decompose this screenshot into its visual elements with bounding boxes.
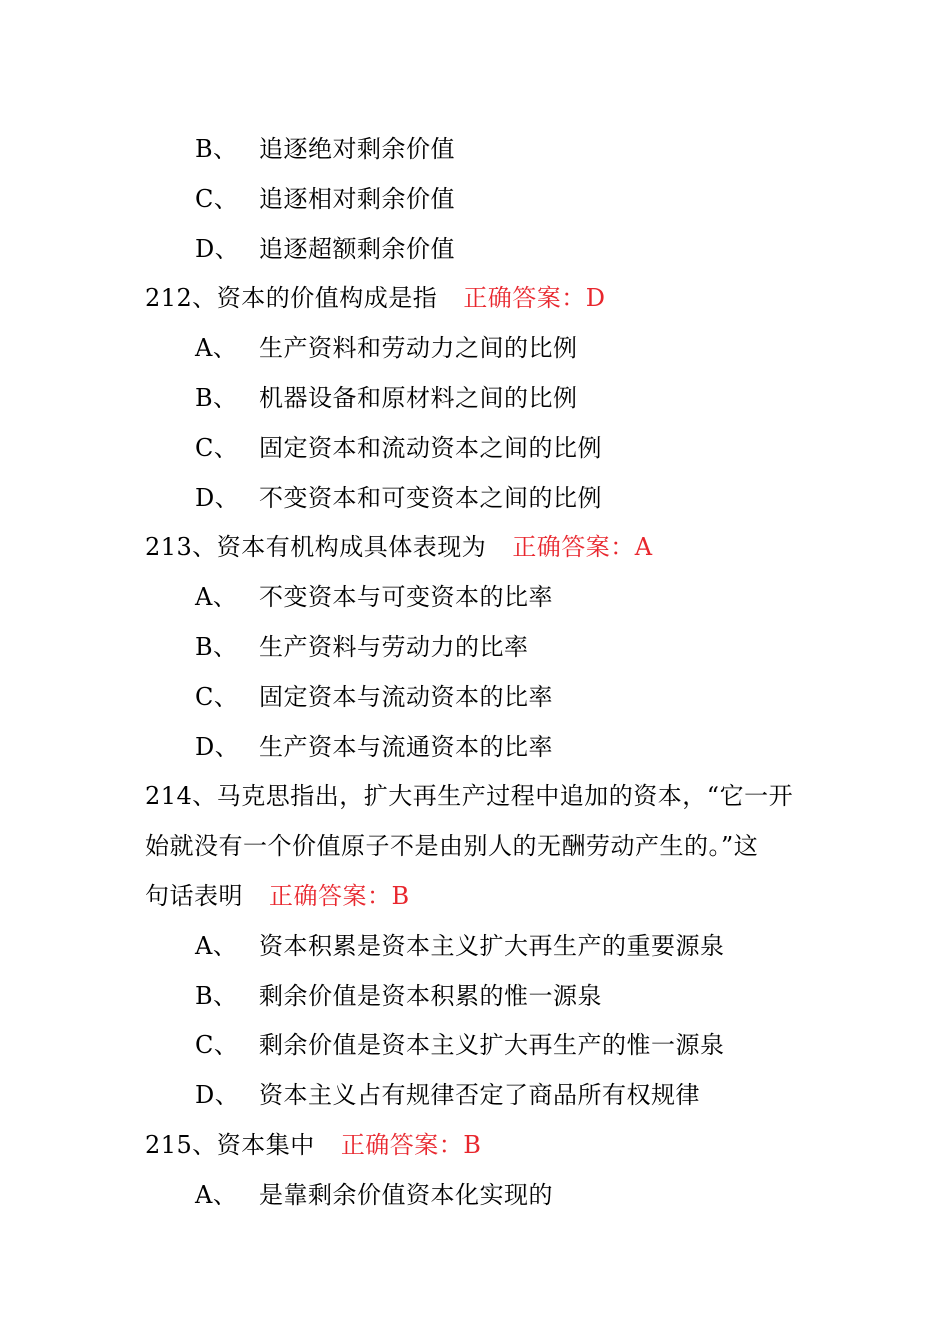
option-text: 剩余价值是资本主义扩大再生产的惟一源泉	[259, 1031, 725, 1060]
option-line	[195, 433, 602, 463]
question-line	[145, 881, 410, 911]
option-letter: C、	[195, 682, 239, 711]
question-text: 213、资本有机构成具体表现为	[145, 533, 487, 562]
question-line	[145, 831, 758, 861]
option-text: 不变资本和可变资本之间的比例	[259, 483, 602, 512]
correct-answer: 正确答案：D	[463, 284, 606, 313]
option-line	[195, 931, 725, 961]
option-letter: D、	[195, 483, 240, 512]
question-text: 始就没有一个价值原子不是由别人的无酬劳动产生的。”这	[145, 832, 759, 861]
option-line	[195, 1180, 553, 1210]
option-line	[195, 333, 578, 363]
correct-answer: 正确答案：B	[340, 1131, 482, 1159]
option-letter: A、	[195, 583, 238, 612]
question-line	[145, 532, 653, 562]
option-letter: C、	[195, 1031, 239, 1060]
option-line	[195, 1080, 700, 1110]
option-text: 固定资本与流动资本的比率	[259, 682, 553, 711]
option-line	[195, 184, 455, 214]
option-letter: D、	[195, 1081, 240, 1110]
option-letter: A、	[195, 1180, 238, 1209]
option-text: 资本积累是资本主义扩大再生产的重要源泉	[259, 931, 725, 960]
option-text: 是靠剩余价值资本化实现的	[259, 1180, 553, 1209]
question-line	[145, 283, 606, 313]
option-letter: B、	[195, 633, 238, 661]
option-text: 追逐相对剩余价值	[259, 184, 455, 213]
option-text: 生产资本与流通资本的比率	[259, 732, 553, 761]
option-line	[195, 134, 455, 164]
question-text: 215、资本集中	[145, 1131, 315, 1159]
option-text: 生产资料和劳动力之间的比例	[259, 334, 578, 363]
option-letter: B、	[195, 135, 238, 163]
option-line	[195, 732, 553, 762]
option-text: 追逐绝对剩余价值	[259, 135, 455, 163]
option-letter: A、	[195, 334, 238, 363]
option-line	[195, 483, 602, 513]
question-text: 212、资本的价值构成是指	[145, 284, 438, 313]
option-letter: A、	[195, 931, 238, 960]
question-line	[145, 781, 793, 811]
option-text: 生产资料与劳动力的比率	[259, 633, 529, 661]
option-letter: B、	[195, 981, 238, 1010]
option-text: 剩余价值是资本积累的惟一源泉	[259, 981, 602, 1010]
option-letter: D、	[195, 234, 240, 263]
option-line	[195, 234, 455, 264]
option-letter: C、	[195, 184, 239, 213]
correct-answer: 正确答案：B	[269, 882, 410, 910]
option-line	[195, 682, 553, 712]
option-text: 机器设备和原材料之间的比例	[259, 384, 578, 412]
option-line	[195, 632, 529, 662]
option-line	[195, 383, 578, 413]
option-line	[195, 582, 553, 612]
option-text: 资本主义占有规律否定了商品所有权规律	[259, 1081, 700, 1110]
option-text: 固定资本和流动资本之间的比例	[259, 433, 602, 462]
option-letter: B、	[195, 384, 238, 412]
question-line	[145, 1130, 481, 1160]
question-text: 214、马克思指出，扩大再生产过程中追加的资本，“它一开	[145, 782, 794, 811]
option-text: 不变资本与可变资本的比率	[259, 583, 553, 612]
option-line	[195, 1030, 725, 1060]
correct-answer: 正确答案：A	[512, 533, 653, 562]
question-text: 句话表明	[145, 882, 243, 910]
option-letter: D、	[195, 732, 240, 761]
option-text: 追逐超额剩余价值	[259, 234, 455, 263]
option-line	[195, 981, 602, 1011]
option-letter: C、	[195, 433, 239, 462]
